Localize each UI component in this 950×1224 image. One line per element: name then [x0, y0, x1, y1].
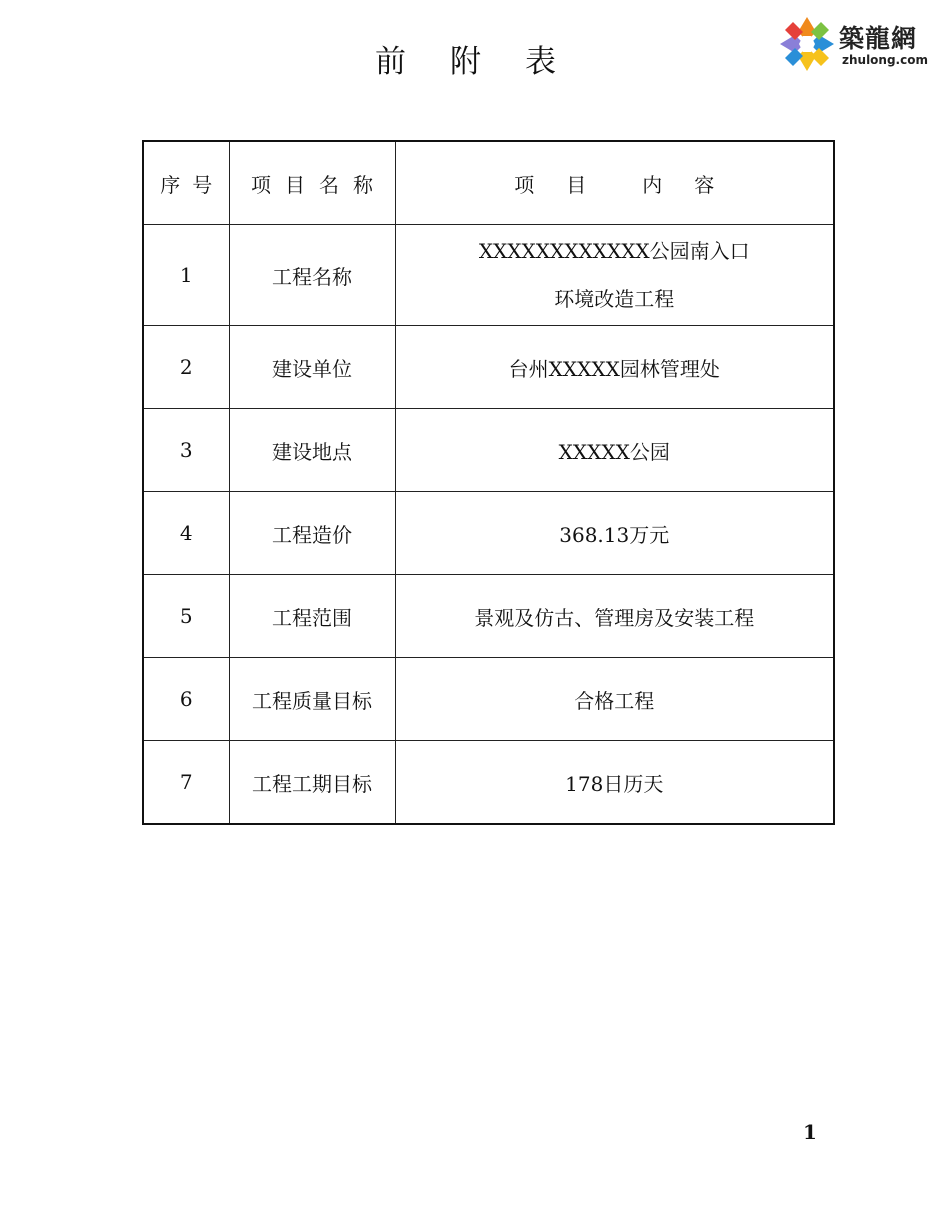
row-name: 工程名称	[229, 225, 395, 326]
header-content-char: 项	[514, 172, 535, 197]
header-content-char: 内	[642, 172, 663, 197]
table-row	[143, 225, 834, 326]
row-name: 工程质量目标	[229, 658, 395, 741]
row-content: 景观及仿古、管理房及安装工程	[395, 575, 834, 658]
row-name: 工程工期目标	[229, 741, 395, 825]
header-name: 项目名称	[229, 141, 395, 225]
header-content-char: 目	[566, 172, 587, 197]
row-content	[395, 225, 834, 326]
table-row	[143, 326, 834, 409]
table-header-row	[143, 141, 834, 225]
page-number: 1	[803, 1120, 817, 1144]
row-name: 工程造价	[229, 492, 395, 575]
row-seq: 5	[143, 575, 229, 658]
row-content: 178日历天	[395, 741, 834, 825]
row-seq: 1	[143, 225, 229, 326]
logo-brand-en: zhulong.com	[842, 53, 928, 67]
table-row	[143, 409, 834, 492]
row-content: XXXXX公园	[395, 409, 834, 492]
row-content-line: XXXXXXXXXXXX公园南入口	[478, 239, 750, 263]
row-name: 建设单位	[229, 326, 395, 409]
page-title: 前附表	[375, 44, 600, 80]
project-info-table	[142, 140, 835, 825]
row-content: 台州XXXXX园林管理处	[395, 326, 834, 409]
row-content-line: 环境改造工程	[554, 287, 675, 311]
row-seq: 3	[143, 409, 229, 492]
row-content: 368.13万元	[395, 492, 834, 575]
logo-brand-cn: 築龍網	[839, 24, 918, 53]
row-name: 工程范围	[229, 575, 395, 658]
brand-logo	[778, 15, 938, 73]
header-content-char: 容	[694, 172, 715, 197]
table-row	[143, 658, 834, 741]
header-seq: 序号	[143, 141, 229, 225]
header-content	[395, 141, 834, 225]
row-seq: 2	[143, 326, 229, 409]
zhulong-logo-icon	[778, 15, 836, 73]
table-row	[143, 741, 834, 825]
row-content: 合格工程	[395, 658, 834, 741]
row-seq: 7	[143, 741, 229, 825]
row-name: 建设地点	[229, 409, 395, 492]
row-seq: 4	[143, 492, 229, 575]
table-row	[143, 492, 834, 575]
row-seq: 6	[143, 658, 229, 741]
table-row	[143, 575, 834, 658]
